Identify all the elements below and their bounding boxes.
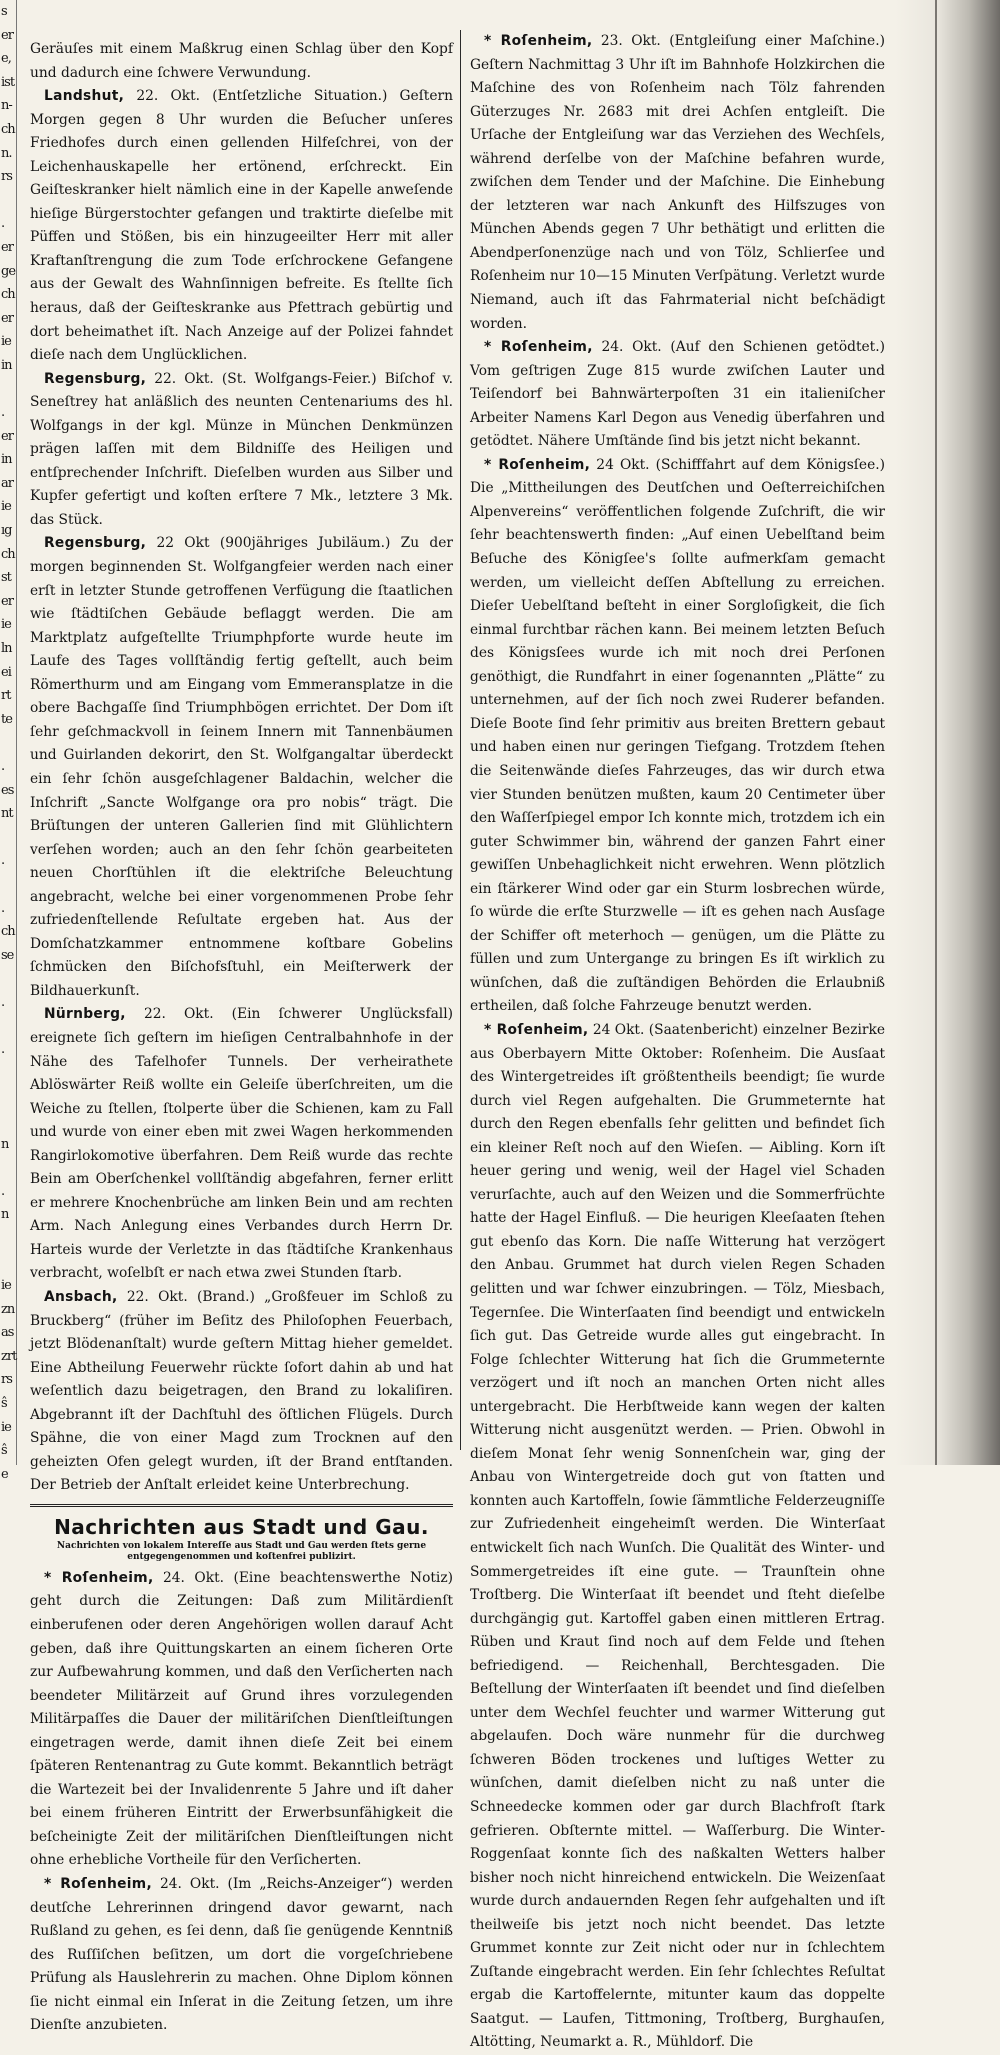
edge-fragment: er bbox=[1, 27, 13, 43]
column-rule bbox=[460, 30, 461, 1450]
dateline: * Roſenheim, bbox=[484, 456, 591, 473]
article-rosenheim-koenigssee bbox=[470, 454, 885, 1019]
edge-fragment: ist bbox=[1, 74, 15, 90]
dateline: Regensburg, bbox=[44, 535, 147, 552]
article-rosenheim-notiz bbox=[30, 1567, 453, 1873]
edge-fragment: ei bbox=[1, 664, 11, 680]
edge-fragment: ie bbox=[1, 617, 11, 633]
edge-fragment: e, bbox=[1, 51, 11, 67]
dateline: Ansbach, bbox=[44, 1288, 118, 1305]
dateline: Regensburg, bbox=[44, 370, 147, 387]
edge-fragment bbox=[0, 378, 16, 402]
dateline: * Roſenheim, bbox=[484, 1021, 589, 1038]
edge-fragment: in bbox=[1, 452, 12, 468]
edge-fragment: ie bbox=[1, 1278, 11, 1294]
edge-fragment: ie bbox=[1, 499, 11, 515]
edge-fragment: rt bbox=[1, 688, 11, 704]
edge-fragment: . bbox=[1, 900, 5, 916]
edge-fragment: er bbox=[1, 239, 13, 255]
edge-fragment: e bbox=[1, 1466, 8, 1482]
article-body: 22. Okt. (Ein ſchwerer Unglücksfall) ereignete ſich geſtern im hieſigen Centralbahnhofe in der Nähe des Tafelhofer Tunnels. Der verheirathete Ablöswärter Reiß wollte ein Geleiſe überſchreiten, um die Weiche zu ſtellen, ſtolperte über die Schienen, kam zu Fall und wurde von einer eben mit zwei Wagen herkommenden Rangirlokomotive überfahren. Dem Reiß wurde das rechte Bein am Oberſchenkel vollſtändig abgefahren, ferner erlitt er mehrere Knochenbrüche am linken Bein und am rechten Arm. Nach Anlegung eines Verbandes durch Herrn Dr. Harteis wurde der Verletzte in das ſtädtiſche Krankenhaus verbracht, woſelbſt er nach etwa zwei Stunden ſtarb. bbox=[30, 1006, 453, 1282]
edge-fragment: in bbox=[1, 357, 12, 373]
edge-fragment bbox=[0, 1250, 16, 1274]
edge-fragment: er bbox=[1, 428, 13, 444]
edge-fragment: . bbox=[1, 853, 5, 869]
article-body: 24. Okt. (Auf den Schienen getödtet.) Vom geſtrigen Zuge 815 wurde zwiſchen Lauter und Teiſendorf bei Bahnwärterpoſten 31 ein italieniſcher Arbeiter Namens Karl Degon aus Venedig überfahren und getödtet. Nähere Umſtände ſind bis jetzt nicht bekannt. bbox=[470, 339, 885, 450]
article-regensburg-2 bbox=[30, 532, 453, 1003]
edge-fragment: . bbox=[1, 759, 5, 774]
edge-fragment: ar bbox=[1, 475, 13, 491]
edge-fragment: . bbox=[1, 216, 5, 232]
edge-fragment: ge bbox=[1, 263, 16, 279]
edge-fragment: . bbox=[1, 405, 5, 421]
edge-fragment: n- bbox=[1, 98, 12, 114]
edge-fragment: n bbox=[1, 1136, 9, 1152]
edge-fragment: st bbox=[1, 570, 11, 586]
edge-fragment: te bbox=[1, 711, 12, 727]
dateline: * Roſenheim, bbox=[484, 33, 593, 49]
edge-fragment: es bbox=[1, 782, 14, 798]
dateline: Nürnberg, bbox=[44, 1006, 126, 1023]
edge-fragment: s bbox=[1, 4, 7, 19]
article-ansbach bbox=[30, 1286, 453, 1498]
article-regensburg-1 bbox=[30, 368, 453, 533]
edge-fragment: zrt bbox=[1, 1348, 17, 1364]
book-gutter-edge bbox=[935, 0, 937, 1465]
dateline: * Roſenheim, bbox=[484, 339, 593, 356]
dateline: * Roſenheim, bbox=[44, 1876, 153, 1893]
edge-fragment bbox=[0, 873, 16, 897]
article-fragment: Geräuſes mit einem Maßkrug einen Schlag über den Kopf und dadurch eine ſchwere Verwundung. bbox=[30, 41, 453, 81]
article-body: 22. Okt. (St. Wolfgangs-Feier.) Biſchof v. Seneſtrey hat anläßlich des neunten Centenariums des hl. Wolfgangs in der kgl. Münze in München Denkmünzen prägen laſſen mit dem Bildniſſe des Heiligen und entſprechender Inſchrift. Dieſelben wurden aus Silber und Kupfer gefertigt und koſten erſtere 7 Mk., letztere 3 Mk. das Stück. bbox=[30, 370, 453, 528]
edge-fragment: . bbox=[1, 1183, 5, 1199]
article-rosenheim-schienen bbox=[470, 336, 885, 454]
article-body: 24. Okt. (Im „Reichs-Anzeiger“) werden deutſche Lehrerinnen dringend davor gewarnt, nach Rußland zu gehen, es ſei denn, daß ſie genügende Kenntniß des Ruſſiſchen beſitzen, um dort die vorgeſchriebene Prüfung als Hauslehrerin zu machen. Ohne Diplom können ſie nicht einmal ein Inſerat in die Zeitung ſetzen, um ihre Dienſte anzubieten. bbox=[30, 1876, 453, 2034]
section-divider bbox=[30, 1504, 453, 1507]
edge-fragment bbox=[0, 1156, 16, 1180]
article-body: 23. Okt. (Entgleiſung einer Maſchine.) Geſtern Nachmittag 3 Uhr iſt im Bahnhofe Holzkirchen die Maſchine des von Roſenheim nach Tölz fahrenden Güterzuges Nr. 2683 mit drei Achſen entgleiſt. Die Urſache der Entgleiſung war das Verziehen des Wechſels, während derſelbe von der Maſchine befahren wurde, zwiſchen dem Tender und der Maſchine. Die Einhebung der letzteren war nach Ankunft des Hilfszuges von München Abends gegen 7 Uhr bethätigt und erlitten die Abendperſonenzüge nach und von Tölz, Schlierſee und Roſenheim nur 10—15 Minuten Verſpätung. Verletzt wurde Niemand, auch iſt das Fahrmaterial nicht beſchädigt worden. bbox=[470, 33, 885, 332]
edge-fragment: ch bbox=[1, 546, 15, 562]
edge-fragment: . bbox=[1, 994, 5, 1010]
edge-fragment bbox=[0, 1227, 16, 1251]
left-column bbox=[30, 38, 453, 2034]
edge-fragment: se bbox=[1, 947, 14, 963]
previous-page-edge bbox=[0, 0, 17, 1482]
edge-fragment: ch bbox=[1, 287, 15, 303]
article-rosenheim-saatenbericht bbox=[470, 1019, 885, 2055]
edge-fragment: ln bbox=[1, 641, 12, 657]
edge-fragment bbox=[0, 1062, 16, 1086]
edge-fragment bbox=[0, 1085, 16, 1109]
article-rosenheim-reichsanzeiger bbox=[30, 1873, 453, 2038]
edge-fragment: er bbox=[1, 593, 13, 609]
edge-fragment: ŝ bbox=[1, 1443, 7, 1459]
edge-fragment bbox=[0, 1510, 16, 1534]
article-landshut bbox=[30, 85, 453, 368]
right-column bbox=[470, 30, 886, 2051]
edge-fragment: ŝ bbox=[1, 1396, 7, 1412]
edge-fragment: n. bbox=[1, 145, 12, 161]
edge-fragment bbox=[0, 1486, 16, 1510]
article-rosenheim-entgleisung bbox=[470, 30, 885, 336]
edge-fragment: as bbox=[1, 1325, 14, 1341]
dateline: Landshut, bbox=[44, 88, 125, 105]
section-note: Nachrichten von lokalem Intereſſe aus Stadt und Gau werden ſtets gerne entgegengenommen und koſtenfrei publizirt. bbox=[56, 1540, 427, 1562]
edge-fragment bbox=[0, 967, 16, 991]
edge-fragment: rs bbox=[1, 169, 12, 185]
edge-fragment bbox=[0, 731, 16, 755]
article-body: 24 Okt. (Schifffahrt auf dem Königsſee.) Die „Mittheilungen des Deutſchen und Oeſterreichiſchen Alpenvereins“ veröffentlichen folgende Zuſchrift, die wir ſehr beachtenswerth finden: „Auf einen Uebelſtand beim Beſuche des Königſee's ſollte aufmerkſam gemacht werden, um vielleicht deſſen Abſtellung zu erreichen. Dieſer Uebelſtand beſteht in einer Sorgloſigkeit, die ſich einmal furchtbar rächen kann. Bei meinem letzten Beſuch des Königsſees wurde ich mit noch drei Perſonen genöthigt, die Rundfahrt in einer ſogenannten „Plätte“ zu unternehmen, auf der ſich noch zwei Ruderer befanden. Dieſe Boote ſind ſehr primitiv aus breiten Brettern gebaut und haben einen nur geringen Tiefgang. Trotzdem ſtehen die Seitenwände dieſes Fahrzeuges, das wir durch etwa vier Stunden benützen mußten, kaum 20 Centimeter über den Waſſerſpiegel empor Ich konnte mich, trotzdem ich ein guter Schwimmer bin, während der ganzen Fahrt einer gewiſſen Unbehaglichkeit nicht erwehren. Wenn plötzlich ein ſtärkerer Wind oder gar ein Sturm losbrechen würde, ſo würde die erſte Sturzwelle — iſt es gehen nach Ausſage der Schiffer oft meterhoch — genügen, um die Plätte zu füllen und zum Untergange zu bringen Es iſt wirklich zu wünſchen, daß die zuſtändigen Behörden die Erlaubniß ertheilen, daß ſolche Fahrzeuge benutzt werden. bbox=[470, 456, 885, 1015]
edge-fragment: zn bbox=[1, 1301, 15, 1317]
article-body: 22. Okt. (Brand.) „Großfeuer im Schloß zu Bruckberg“ (früher im Beſitz des Philoſophen Feuerbach, jetzt Blödenanſtalt) wurde geſtern Mittag hieher gemeldet. Eine Abtheilung Feuerwehr rückte ſofort dahin ab und hat weſentlich dazu beigetragen, den Brand zu lokaliſiren. Abgebrannt iſt der Dachſtuhl des öſtlichen Flügels. Durch Spähne, die von einer Magd zum Trocknen auf den geheizten Ofen gelegt wurden, iſt der Brand entſtanden. Der Betrieb der Anſtalt erleidet keine Unterbrechung. bbox=[30, 1288, 453, 1494]
book-gutter-shadow bbox=[895, 0, 1000, 1465]
edge-fragment: n bbox=[1, 1207, 9, 1223]
edge-fragment: er bbox=[1, 310, 13, 326]
edge-fragment: . bbox=[1, 1042, 5, 1058]
dateline: * Roſenheim, bbox=[44, 1569, 154, 1586]
edge-fragment bbox=[0, 1109, 16, 1133]
article-body: 22 Okt (900jähriges Jubiläum.) Zu der morgen beginnenden St. Wolfgangfeier werden nach einer erſt in letzter Stunde getroffenen Verfügung die ſtaatlichen wie ſtädtiſchen Gebäude beflaggt werden. Die am Marktplatz aufgeſtellte Triumphpforte wurde heute im Laufe des Tages vollſtändig fertig geſtellt, auch beim Römerthurm und am Eingang vom Emmeransplatze in die obere Bachgaſſe ſind Triumphbögen errichtet. Der Dom iſt ſehr geſchmackvoll in ſeinem Innern mit Tannenbäumen und Guirlanden dekorirt, den St. Wolfgangaltar überdeckt ein ſehr ſchön ausgeſchlagener Baldachin, welcher die Inſchrift „Sancte Wolfgange ora pro nobis“ trägt. Die Brüſtungen der unteren Gallerien ſind mit Glühlichtern verſehen worden; auch an den ſehr ſchön gearbeiteten neuen Chorſtühlen iſt die elektriſche Beleuchtung angebracht, welche bei einer vorgenommenen Probe ſehr zufriedenſtellende Reſultate ergeben hat. Aus der Domſchatzkammer entnommene koſtbare Gobelins ſchmücken den Biſchofsſtuhl, ein Meiſterwerk der Bildhauerkunſt. bbox=[30, 535, 453, 999]
edge-fragment: ıg bbox=[1, 523, 12, 539]
edge-fragment: ie bbox=[1, 1419, 11, 1435]
edge-fragment bbox=[0, 1015, 16, 1039]
edge-fragment: ie bbox=[1, 334, 11, 350]
article-nuernberg bbox=[30, 1003, 453, 1286]
edge-fragment: rs bbox=[1, 1372, 12, 1388]
edge-fragment: ch bbox=[1, 924, 15, 940]
article-body: 22. Okt. (Entſetzliche Situation.) Geſtern Morgen gegen 8 Uhr wurden die Beſucher unſeres Friedhofes durch einen gellenden Hilfeſchrei, von der Leichenhauskapelle her ertönend, erſchreckt. Ein Geiſteskranker hielt nämlich eine in der Kapelle anweſende hieſige Bürgerstochter gefangen und traktirte dieſelbe mit Püffen und Stößen, bis ein hinzugeeilter Herr mit aller Kraftanſtrengung die zum Tode erſchrockene Gefangene aus der Gewalt des Wahnſinnigen befreite. Es ſtellte ſich heraus, daß der Geiſteskranke aus Pfettrach gebürtig und dort beheimathet iſt. Nach Anzeige auf der Polizei fahndet dieſe nach dem Unglücklichen. bbox=[30, 88, 453, 364]
edge-fragment bbox=[0, 826, 16, 850]
article-body: 24. Okt. (Eine beachtenswerthe Notiz) geht durch die Zeitungen: Daß zum Militärdienſt einberufenen oder deren Angehörigen wollen darauf Acht geben, daß ihre Quittungskarten an einem ſicheren Orte zur Aufbewahrung kommen, und daß den Verſicherten nach beendeter Militärzeit auf Grund ihres vorzulegenden Militärpaſſes die Dauer der militäriſchen Dienſtleiſtungen eingetragen werde, damit ihnen dieſe Zeit bei einem ſpäteren Rentenantrag zu Gute kommt. Bekanntlich beträgt die Wartezeit bei der Invalidenrente 5 Jahre und iſt daher bei einem früheren Eintritt der Erwerbsunfähigkeit die beſcheinigte Zeit der militäriſchen Dienſtleiſtungen nicht ohne erhebliche Vortheile für den Verſicherten. bbox=[30, 1569, 453, 1869]
article-body: 24 Okt. (Saatenbericht) einzelner Bezirke aus Oberbayern Mitte Oktober: Roſenheim. Die Ausſaat des Wintergetreides iſt größtentheils beendigt; ſie wurde durch viel Regen aufgehalten. Die Grummeternte hat durch den Regen ebenfalls ſehr gelitten und befindet ſich ein kleiner Reſt noch auf den Wieſen. — Aibling. Korn iſt heuer gering und wenig, weil der Hagel viel Schaden verurſachte, auch auf den Weizen und die Sommerfrüchte hatte der Hagel Einfluß. — Die heurigen Kleeſaaten ſtehen gut ebenſo das Korn. Die naſſe Witterung hat verzögert den Anbau. Grummet hat durch vielen Regen Schaden gelitten und war ſchwer einzubringen. — Tölz, Miesbach, Tegernſee. Die Winterſaaten ſind beendigt und entwickeln ſich gut. Das Getreide wurde alles gut eingebracht. In Folge ſchlechter Witterung hat ſich die Grummeternte verzögert und iſt noch an manchen Orten nicht alles untergebracht. Die Herbſtweide kann wegen der kalten Witterung nicht ausgenützt werden. — Prien. Obwohl in dieſem Monat ſehr wenig Sonnenſchein war, ging der Anbau von Wintergetreide doch gut von ſtatten und konnten auch Kartoffeln, ſowie ſämmtliche Felderzeugniſſe zur Zufriedenheit eingeheimſt werden. Die Winterſaat entwickelt ſich nach Wunſch. Die Qualität des Winter- und Sommergetreides iſt eine gute. — Traunſtein ohne Troſtberg. Die Winterſaat iſt beendet und ſteht dieſelbe durchgängig gut. Kartoffel gaben einen mittleren Ertrag. Rüben und Kraut ſind noch auf dem Felde und ſtehen befriedigend. — Reichenhall, Berchtesgaden. Die Beſtellung der Winterſaaten iſt beendet und ſind dieſelben unter dem Wechſel feuchter und warmer Witterung gut abgelaufen. Doch wäre nunmehr für die durchweg ſchweren Böden trockenes und luſtiges Wetter zu wünſchen, damit dieſelben nicht zu naß unter die Schneedecke kommen oder gar durch Blachfroſt ſtark gefrieren. Obſternte mittel. — Waſſerburg. Die Winter-Roggenſaat konnte ſich des naßkalten Wetters halber bisher noch nicht hinreichend entwickeln. Die Weizenſaat wurde durch andauernden Regen ſehr aufgehalten und iſt theilweiſe bis jetzt noch nicht beendet. Das letzte Grummet konnte zur Zeit nicht oder nur in ſchlechtem Zuſtande eingebracht werden. Ein ſehr ſchlechtes Reſultat ergab die Kartoffelernte, mitunter kaum das doppelte Saatgut. — Laufen, Tittmoning, Troſtberg, Burghauſen, Altötting, Neumarkt a. R., Mühldorf. Die bbox=[470, 1021, 886, 2051]
section-title: Nachrichten aus Stadt und Gau. bbox=[54, 1514, 429, 1539]
edge-fragment: nt bbox=[1, 806, 13, 822]
edge-fragment: ch bbox=[1, 121, 15, 137]
edge-fragment bbox=[0, 189, 16, 213]
